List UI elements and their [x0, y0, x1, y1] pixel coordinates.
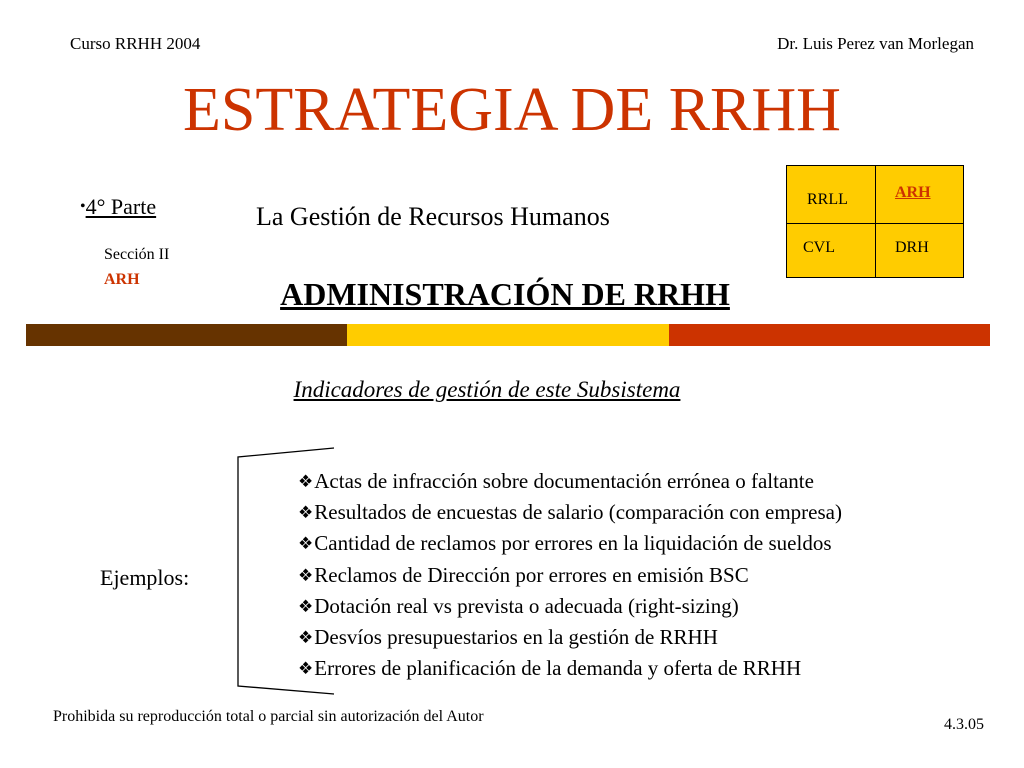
diamond-bullet-icon: ❖: [298, 628, 314, 648]
list-item-text: Reclamos de Dirección por errores en emisión BSC: [314, 562, 749, 587]
part-indicator: [80, 194, 156, 220]
diamond-bullet-icon: ❖: [298, 472, 314, 491]
list-item-text: Resultados de encuestas de salario (comparación con empresa): [314, 500, 842, 525]
examples-label: Ejemplos:: [100, 565, 190, 590]
section-code: ARH: [104, 271, 140, 288]
bullet-dot: •: [80, 198, 86, 215]
diamond-bullet-icon: ❖: [298, 565, 314, 585]
section-heading: ADMINISTRACIÓN DE RRHH: [280, 276, 730, 312]
footer-page-code: 4.3.05: [944, 716, 984, 733]
list-item: [298, 653, 842, 684]
indicators-heading: Indicadores de gestión de este Subsistema: [293, 377, 681, 402]
footer-copyright: Prohibida su reproducción total o parcial sin autorización del Autor: [53, 708, 484, 725]
slide-subtitle: La Gestión de Recursos Humanos: [256, 202, 610, 231]
grid-divider-horizontal: [787, 223, 963, 224]
list-item-text: Cantidad de reclamos por errores en la liquidación de sueldos: [314, 531, 832, 556]
list-item: [298, 560, 842, 591]
diamond-bullet-icon: ❖: [298, 659, 314, 679]
header-author: Dr. Luis Perez van Morlegan: [777, 34, 974, 53]
list-item: [298, 528, 842, 559]
quadrant-top-left: RRLL: [807, 191, 848, 208]
slide-title: ESTRATEGIA DE RRHH: [183, 76, 841, 144]
indicator-list: [298, 466, 842, 684]
diamond-bullet-icon: ❖: [298, 596, 314, 616]
section-label: Sección II: [104, 246, 170, 263]
header-course: Curso RRHH 2004: [70, 34, 201, 53]
diamond-bullet-icon: ❖: [298, 534, 314, 554]
quadrant-bottom-right: DRH: [895, 239, 929, 256]
quadrant-grid: [786, 165, 964, 278]
band-segment-brown: [26, 324, 347, 346]
list-item: [298, 622, 842, 653]
list-item-text: Errores de planificación de la demanda y oferta de RRHH: [314, 656, 802, 681]
band-segment-red: [669, 324, 990, 346]
list-item: [298, 591, 842, 622]
diamond-bullet-icon: ❖: [298, 503, 314, 523]
list-item-text: Desvíos presupuestarios en la gestión de RRHH: [314, 625, 718, 650]
list-item: [298, 497, 842, 528]
color-band: [26, 324, 990, 346]
band-segment-yellow: [347, 324, 668, 346]
list-item-text: Actas de infracción sobre documentación errónea o faltante: [314, 469, 814, 493]
quadrant-bottom-left: CVL: [803, 239, 835, 256]
quadrant-top-right: ARH: [895, 184, 931, 201]
list-item: [298, 466, 842, 497]
part-label: 4° Parte: [85, 194, 157, 219]
list-item-text: Dotación real vs prevista o adecuada (right-sizing): [314, 593, 739, 618]
grid-divider-vertical: [875, 166, 876, 277]
